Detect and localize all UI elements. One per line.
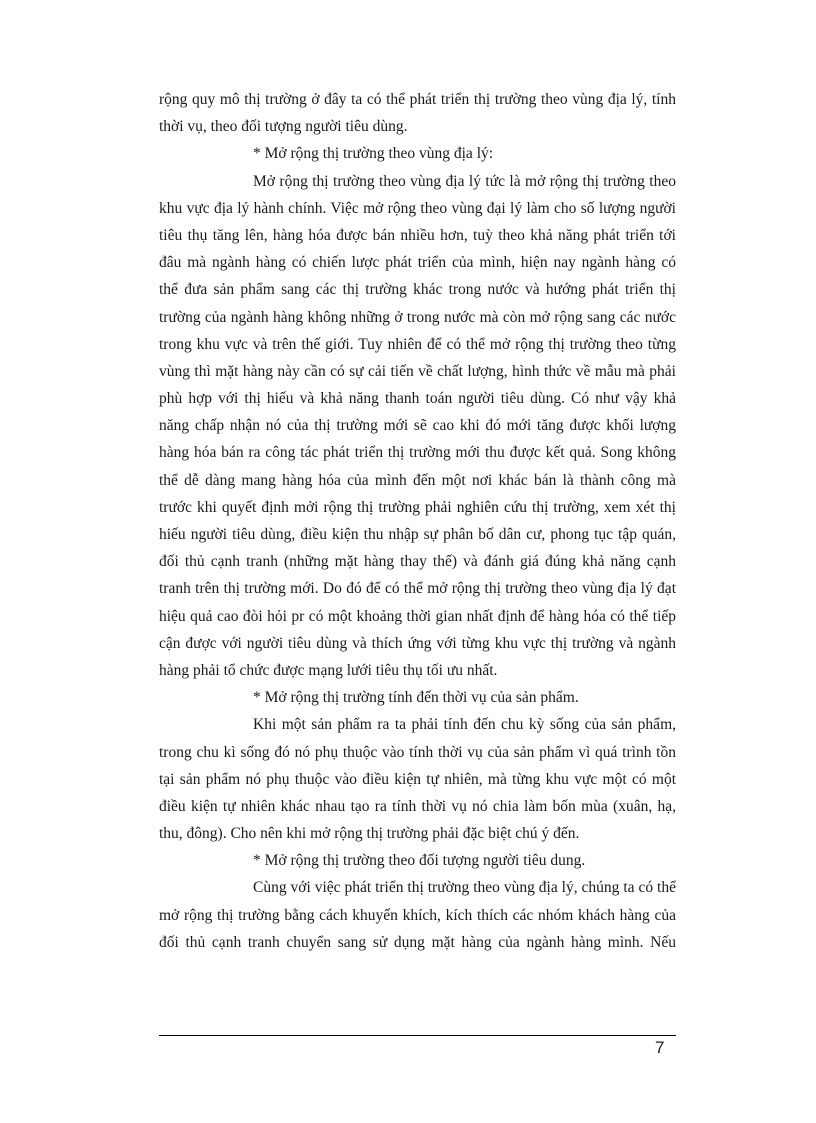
footer-divider — [159, 1035, 676, 1036]
text-line: hàng hóa bán ra công tác phát triển thị trường mới thu được kết quả. Song không — [159, 444, 676, 462]
text-line: mở rộng thị trường bằng cách khuyến khích, kích thích các nhóm khách hàng của — [159, 906, 676, 924]
text-line: thu, đông). Cho nên khi mở rộng thị trường phải đặc biệt chú ý đến. — [159, 825, 580, 843]
text-line: phù hợp với thị hiếu và khả năng thanh toán người tiêu dùng. Có như vậy khả — [159, 390, 676, 408]
text-line: hiếu người tiêu dùng, điều kiện thu nhập sự phân bố dân cư, phong tục tập quán, — [159, 526, 676, 543]
text-line: hàng phải tổ chức được mạng lưới tiêu thụ tối ưu nhất. — [159, 661, 498, 679]
text-line: thời vụ, theo đối tượng người tiêu dùng. — [159, 118, 408, 136]
text-line: vùng thì mặt hàng này cần có sự cải tiến về chất lượng, hình thức về mẫu mà phải — [159, 362, 676, 380]
text-line: khu vực địa lý hành chính. Việc mở rộng theo vùng đại lý làm cho số lượng người — [159, 199, 676, 217]
text-line: tiêu thụ tăng lên, hàng hóa được bán nhiều hơn, tuỳ theo khả năng phát triển tới — [159, 226, 676, 244]
text-line: điều kiện tự nhiên khác nhau tạo ra tính thời vụ nó chia làm bốn mùa (xuân, hạ, — [159, 797, 676, 815]
text-line: đối thủ cạnh tranh (những mặt hàng thay thế) và đánh giá đúng khả năng cạnh — [159, 553, 676, 571]
text-line: tranh trên thị trường mới. Do đó để có thể mở rộng thị trường theo vùng địa lý đạt — [159, 580, 676, 598]
document-body — [159, 86, 676, 956]
text-line: thể đưa sản phẩm sang các thị trường khác trong nước và hướng phát triển thị — [159, 281, 676, 299]
text-line: Cùng với việc phát triển thị trường theo vùng địa lý, chúng ta có thể — [253, 879, 676, 897]
text-line: trường của ngành hàng không những ở trong nước mà còn mở rộng sang các nước — [159, 308, 676, 326]
section-heading: * Mở rộng thị trường tính đến thời vụ của sản phẩm. — [253, 689, 579, 707]
section-heading: * Mở rộng thị trường theo vùng địa lý: — [253, 145, 494, 163]
text-line: trong chu kì sống đó nó phụ thuộc vào tính thời vụ của sản phẩm vì quá trình tồn — [159, 743, 676, 761]
text-line: Khi một sản phẩm ra ta phải tính đến chu kỳ sống của sản phẩm, — [253, 716, 676, 734]
text-line: cận được với người tiêu dùng và thích ứng với từng khu vực thị trường và ngành — [159, 634, 676, 652]
text-line: Mở rộng thị trường theo vùng địa lý tức là mở rộng thị trường theo — [253, 172, 676, 190]
text-line: hiệu quả cao đòi hỏi pr có một khoảng thời gian nhất định để hàng hóa có thể tiếp — [159, 607, 676, 625]
text-line: trong khu vực và trên thế giới. Tuy nhiên để có thể mở rộng thị trường theo từng — [159, 335, 676, 353]
text-line: thể dễ dàng mang hàng hóa của mình đến một nơi khác bán là thành công mà — [159, 471, 676, 489]
text-line: tại sản phẩm nó phụ thuộc vào điều kiện tự nhiên, mà từng khu vực một có một — [159, 770, 676, 788]
section-heading: * Mở rộng thị trường theo đối tượng người tiêu dung. — [253, 852, 586, 870]
text-line: đối thủ cạnh tranh chuyển sang sử dụng mặt hàng của ngành hàng mình. Nếu — [159, 933, 676, 951]
text-line: đâu mà ngành hàng có chiến lược phát triển của mình, hiện nay ngành hàng có — [159, 254, 676, 272]
text-line: năng chấp nhận nó của thị trường mới sẽ cao khi đó mới tăng được khối lượng — [159, 417, 676, 435]
text-line: rộng quy mô thị trường ở đây ta có thể phát triển thị trường theo vùng địa lý, tính — [159, 91, 676, 108]
text-line: trước khi quyết định mởi rộng thị trường phải nghiên cứu thị trường, xem xét thị — [159, 498, 676, 516]
page-number: 7 — [655, 1038, 665, 1057]
